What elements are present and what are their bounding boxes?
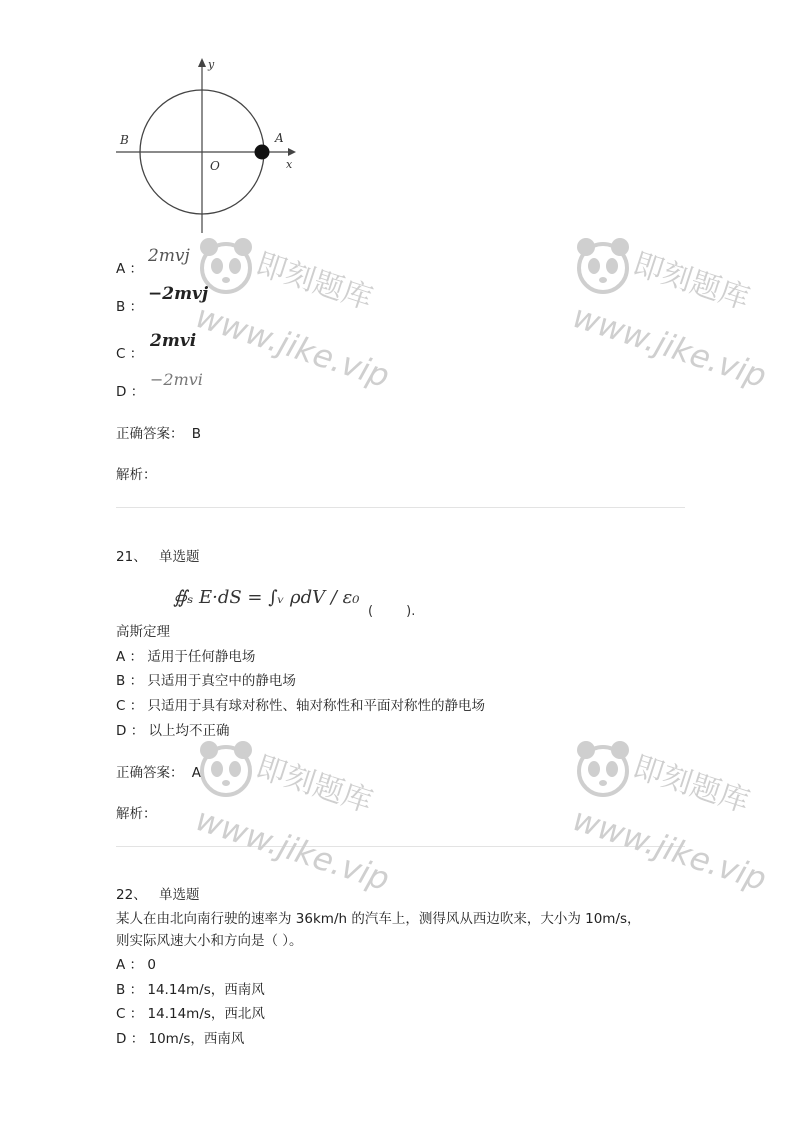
- watermark: [568, 235, 772, 396]
- x-axis-label: x: [286, 158, 293, 171]
- answer-label: 正确答案：: [116, 426, 184, 442]
- option-sep: ：: [130, 723, 145, 739]
- watermark-brand: 即刻题库: [628, 246, 754, 317]
- option-key: B: [116, 982, 126, 998]
- panda-logo-icon: [195, 738, 257, 798]
- circle-axes-figure: [110, 55, 300, 240]
- watermark-brand: 即刻题库: [251, 246, 377, 317]
- option-a[interactable]: [116, 953, 156, 973]
- option-d-formula: −2mvi: [150, 370, 203, 389]
- point-a-label: A: [275, 131, 284, 145]
- watermark-brand: 即刻题库: [628, 749, 754, 820]
- analysis-label: 解析：: [116, 467, 157, 483]
- question-header: [116, 883, 199, 903]
- option-a[interactable]: [116, 645, 255, 665]
- question-number: 21: [116, 549, 134, 565]
- y-axis-label: y: [208, 58, 215, 71]
- option-text: 只适用于具有球对称性、轴对称性和平面对称性的静电场: [147, 698, 486, 714]
- watermark-url: www.jike.vip: [568, 297, 772, 396]
- question-number-sep: 、: [133, 549, 147, 565]
- answer-value: A: [191, 765, 202, 781]
- watermark-url: www.jike.vip: [191, 297, 395, 396]
- panda-logo-icon: [572, 235, 634, 295]
- point-b-label: B: [120, 133, 129, 147]
- option-sep: ：: [129, 261, 144, 277]
- question-header: [116, 545, 199, 565]
- option-sep: ：: [129, 982, 144, 998]
- particle-ball: [255, 145, 270, 160]
- question-stem: 高斯定理: [116, 624, 170, 640]
- option-c[interactable]: [116, 1002, 265, 1022]
- x-axis-arrow: [288, 148, 296, 156]
- option-key: D: [116, 1031, 127, 1047]
- question-stem-line-2: 则实际风速大小和方向是（ ）。: [116, 933, 303, 949]
- option-sep: ：: [129, 649, 144, 665]
- panda-logo-icon: [572, 738, 634, 798]
- option-text: 0: [147, 957, 156, 973]
- answer-blank: ( ).: [368, 604, 416, 619]
- answer-line: [116, 422, 201, 442]
- option-sep: ：: [130, 1031, 145, 1047]
- watermark-url: www.jike.vip: [568, 800, 772, 899]
- option-b[interactable]: [116, 295, 143, 315]
- option-sep: ：: [129, 346, 144, 362]
- option-a-formula: 2mvj: [148, 246, 190, 266]
- option-text: 10m/s，西南风: [148, 1031, 245, 1047]
- option-key: A: [116, 649, 126, 665]
- option-key: B: [116, 673, 126, 689]
- answer-line: [116, 761, 201, 781]
- option-sep: ：: [130, 384, 145, 400]
- question-number: 22: [116, 887, 134, 903]
- gauss-law-formula: ∯ₛ E·dS = ∫ᵥ ρdV / ε₀: [173, 587, 360, 608]
- option-d[interactable]: [116, 1027, 244, 1047]
- y-axis-arrow: [198, 58, 206, 67]
- option-text: 适用于任何静电场: [147, 649, 256, 665]
- divider: [116, 507, 685, 508]
- option-key: D: [116, 384, 127, 400]
- option-text: 以上均不正确: [148, 723, 230, 739]
- divider: [116, 846, 685, 847]
- option-key: A: [116, 957, 126, 973]
- answer-value: B: [191, 426, 202, 442]
- option-b-formula: −2mvj: [148, 284, 209, 304]
- watermark-brand: 即刻题库: [251, 749, 377, 820]
- watermark: [568, 738, 772, 899]
- option-sep: ：: [129, 299, 144, 315]
- question-type: 单选题: [158, 887, 200, 903]
- option-key: C: [116, 1006, 126, 1022]
- option-d[interactable]: [116, 719, 230, 739]
- question-type: 单选题: [158, 549, 200, 565]
- option-b[interactable]: [116, 978, 265, 998]
- option-key: A: [116, 261, 126, 277]
- option-key: C: [116, 346, 126, 362]
- option-key: D: [116, 723, 127, 739]
- option-d[interactable]: [116, 380, 144, 400]
- option-c[interactable]: [116, 342, 143, 362]
- watermark-url: www.jike.vip: [191, 800, 395, 899]
- watermark: [191, 738, 455, 899]
- analysis-label: 解析：: [116, 806, 157, 822]
- option-sep: ：: [129, 673, 144, 689]
- option-sep: ：: [129, 1006, 144, 1022]
- option-sep: ：: [129, 698, 144, 714]
- origin-label: O: [210, 159, 220, 173]
- option-c[interactable]: [116, 694, 485, 714]
- question-stem-line-1: 某人在由北向南行驶的速率为 36km/h 的汽车上，测得风从西边吹来，大小为 10m/s，: [116, 911, 641, 927]
- option-a[interactable]: [116, 257, 143, 277]
- option-text: 14.14m/s，西北风: [147, 1006, 265, 1022]
- option-key: B: [116, 299, 126, 315]
- answer-label: 正确答案：: [116, 765, 184, 781]
- option-text: 14.14m/s，西南风: [147, 982, 265, 998]
- question-number-sep: 、: [133, 887, 147, 903]
- option-text: 只适用于真空中的静电场: [147, 673, 296, 689]
- option-key: C: [116, 698, 126, 714]
- watermark: [191, 235, 455, 396]
- option-b[interactable]: [116, 669, 296, 689]
- option-sep: ：: [129, 957, 144, 973]
- option-c-formula: 2mvi: [150, 331, 197, 351]
